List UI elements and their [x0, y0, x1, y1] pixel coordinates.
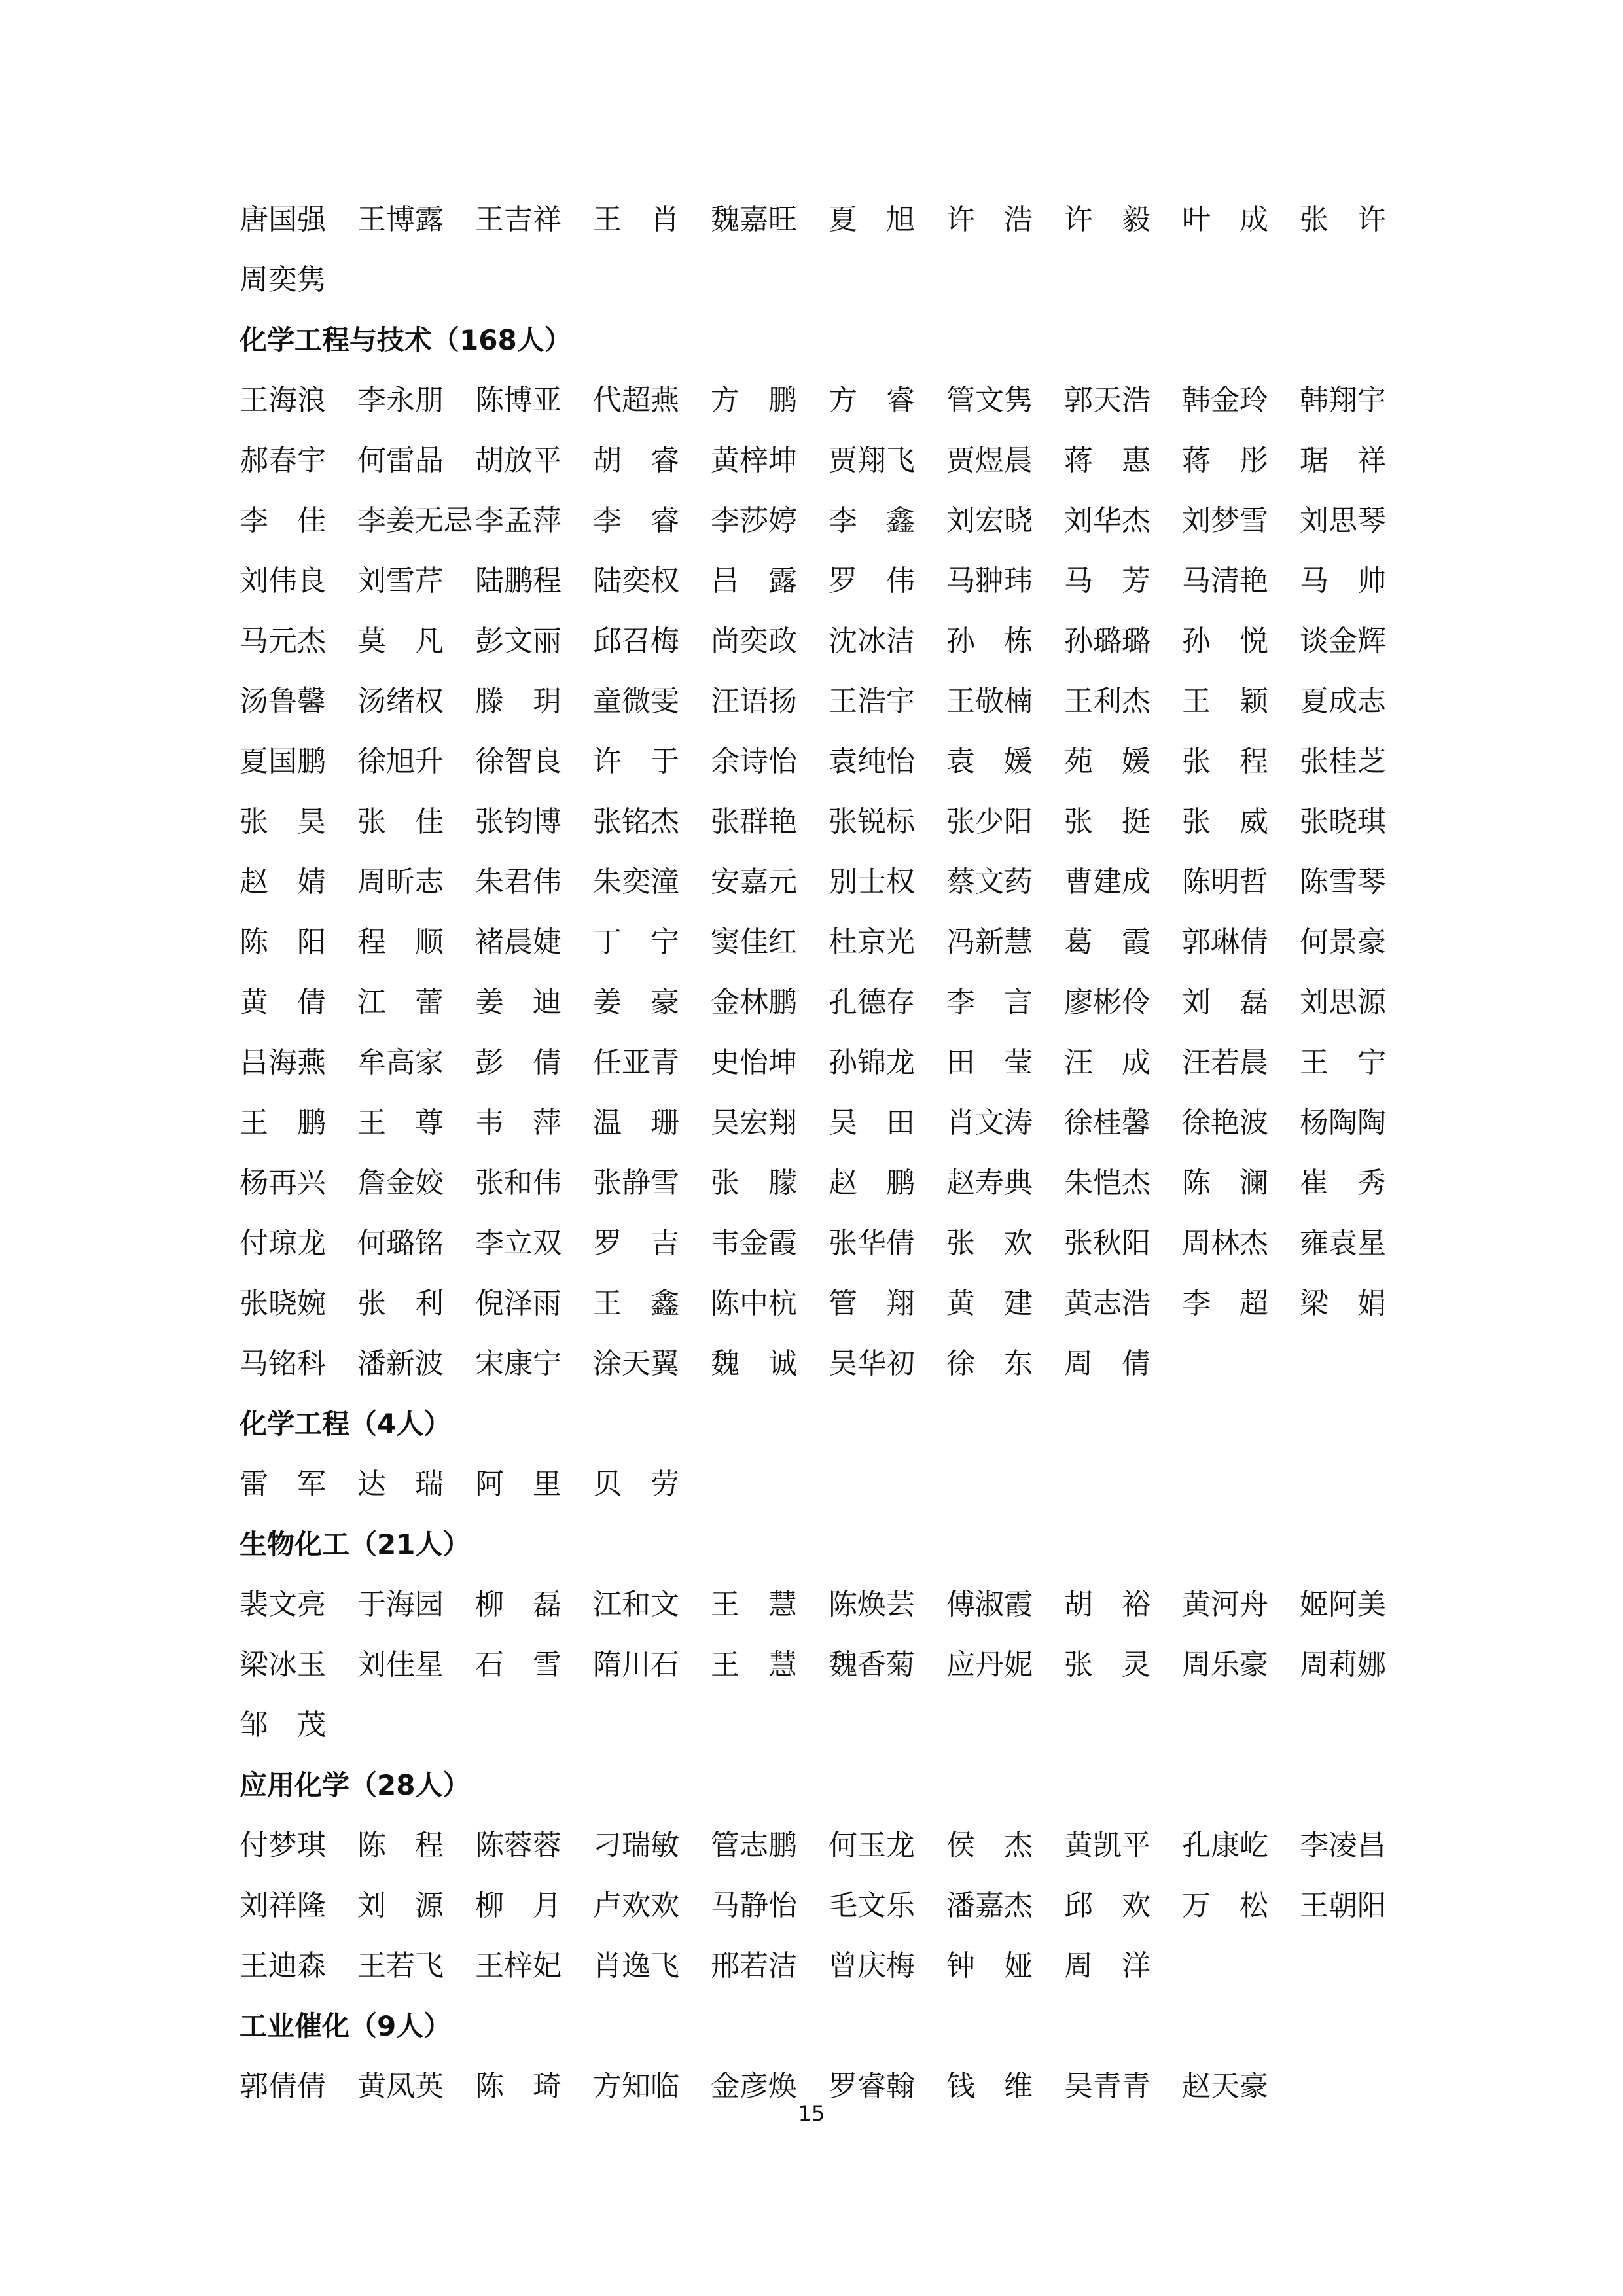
student-name: 王慧: [711, 1588, 826, 1621]
student-name: 钟娅: [946, 1949, 1061, 1982]
student-name: 毛文乐: [829, 1889, 915, 1922]
student-name: 阿里: [475, 1467, 590, 1501]
student-name: 黄志浩: [1064, 1287, 1150, 1320]
student-name: 魏诚: [711, 1347, 826, 1380]
student-name: 张晓婉: [240, 1287, 326, 1320]
student-name: 马翀玮: [946, 564, 1033, 598]
student-name: 吕露: [711, 564, 826, 598]
student-name: 贾煜晨: [946, 444, 1033, 477]
student-name: 黄凤英: [357, 2070, 444, 2103]
student-name: 吴田: [829, 1106, 944, 1139]
student-name: 卢欢欢: [593, 1889, 679, 1922]
student-name: 韦金霞: [711, 1227, 797, 1260]
student-name: 童微雯: [593, 685, 679, 718]
student-name: 徐智良: [475, 745, 562, 778]
student-name: 张和伟: [475, 1166, 562, 1200]
student-name: 安嘉元: [711, 865, 797, 899]
student-name: 王吉祥: [475, 203, 562, 236]
student-name: 张华倩: [829, 1227, 915, 1260]
student-name: 夏成志: [1300, 685, 1386, 718]
student-name: 王浩宇: [829, 685, 915, 718]
student-name: 马静怡: [711, 1889, 797, 1922]
student-name: 杨再兴: [240, 1166, 326, 1200]
student-name: 孙栋: [946, 624, 1061, 658]
document-page: [240, 190, 1418, 2117]
student-name: 褚晨婕: [475, 925, 562, 959]
student-name: 刁瑞敏: [593, 1829, 679, 1862]
name-list: [240, 190, 1418, 310]
student-name: 何景豪: [1300, 925, 1386, 959]
student-name: 黄河舟: [1182, 1588, 1268, 1621]
student-name: 王迪森: [240, 1949, 326, 1982]
student-name: 曾庆梅: [829, 1949, 915, 1982]
student-name: 丁宁: [593, 925, 708, 959]
student-name: 余诗怡: [711, 745, 797, 778]
student-name: 邹茂: [240, 1708, 355, 1742]
student-name: 梁冰玉: [240, 1648, 326, 1681]
student-name: 倪泽雨: [475, 1287, 562, 1320]
student-name: 吴华初: [829, 1347, 915, 1380]
student-name: 刘祥隆: [240, 1889, 326, 1922]
student-name: 徐艳波: [1182, 1106, 1268, 1139]
student-name: 王宁: [1300, 1046, 1415, 1079]
student-name: 滕玥: [475, 685, 590, 718]
student-name: 别士权: [829, 865, 915, 899]
student-name: 李鑫: [829, 504, 944, 537]
student-name: 张程: [1182, 745, 1297, 778]
student-name: 汤绪权: [357, 685, 444, 718]
student-name: 黄凯平: [1064, 1829, 1150, 1862]
student-name: 王肖: [593, 203, 708, 236]
student-name: 赵婧: [240, 865, 355, 899]
student-name: 陈博亚: [475, 384, 562, 417]
student-name: 李永朋: [357, 384, 444, 417]
student-name: 王若飞: [357, 1949, 444, 1982]
student-name: 胡睿: [593, 444, 708, 477]
student-name: 李言: [946, 986, 1061, 1019]
student-name: 廖彬伶: [1064, 986, 1150, 1019]
student-name: 郝春宇: [240, 444, 326, 477]
student-name: 周莉娜: [1300, 1648, 1386, 1681]
student-name: 姜迪: [475, 986, 590, 1019]
student-name: 周洋: [1064, 1949, 1179, 1982]
student-name: 王敬楠: [946, 685, 1033, 718]
student-name: 许毅: [1064, 203, 1179, 236]
name-list: [240, 1454, 1418, 1515]
student-name: 张少阳: [946, 805, 1033, 838]
student-name: 马帅: [1300, 564, 1415, 598]
student-name: 刘源: [357, 1889, 473, 1922]
student-name: 赵鹏: [829, 1166, 944, 1200]
student-name: 罗吉: [593, 1227, 708, 1260]
student-name: 孙悦: [1182, 624, 1297, 658]
student-name: 张灵: [1064, 1648, 1179, 1681]
student-name: 陆奕权: [593, 564, 679, 598]
student-name: 汪成: [1064, 1046, 1179, 1079]
student-name: 周乐豪: [1182, 1648, 1268, 1681]
student-name: 谈金辉: [1300, 624, 1386, 658]
student-name: 肖文涛: [946, 1106, 1033, 1139]
name-list: [240, 1816, 1418, 1996]
student-name: 陈焕芸: [829, 1588, 915, 1621]
student-name: 史怡坤: [711, 1046, 797, 1079]
student-name: 许浩: [946, 203, 1061, 236]
student-name: 朱君伟: [475, 865, 562, 899]
student-name: 于海园: [357, 1588, 444, 1621]
student-name: 王朝阳: [1300, 1889, 1386, 1922]
student-name: 李佳: [240, 504, 355, 537]
section-heading: 化学工程与技术（168人）: [240, 324, 572, 356]
student-name: 王颖: [1182, 685, 1297, 718]
student-name: 蔡文药: [946, 865, 1033, 899]
student-name: 何雷晶: [357, 444, 444, 477]
student-name: 王慧: [711, 1648, 826, 1681]
student-name: 张钧博: [475, 805, 562, 838]
student-name: 方睿: [829, 384, 944, 417]
student-name: 贝劳: [593, 1467, 708, 1501]
student-name: 赵天豪: [1182, 2070, 1268, 2103]
student-name: 郭天浩: [1064, 384, 1150, 417]
student-name: 陈澜: [1182, 1166, 1297, 1200]
student-name: 李睿: [593, 504, 708, 537]
student-name: 达瑞: [357, 1467, 473, 1501]
student-name: 窦佳红: [711, 925, 797, 959]
student-name: 贾翔飞: [829, 444, 915, 477]
student-name: 张秋阳: [1064, 1227, 1150, 1260]
student-name: 王利杰: [1064, 685, 1150, 718]
student-name: 方鹏: [711, 384, 826, 417]
student-name: 王博露: [357, 203, 444, 236]
student-name: 刘宏晓: [946, 504, 1033, 537]
student-name: 曹建成: [1064, 865, 1150, 899]
student-name: 任亚青: [593, 1046, 679, 1079]
student-name: 江蕾: [357, 986, 473, 1019]
student-name: 万松: [1182, 1889, 1297, 1922]
student-name: 马清艳: [1182, 564, 1268, 598]
student-name: 管志鹏: [711, 1829, 797, 1862]
student-name: 张锐标: [829, 805, 915, 838]
student-name: 王海浪: [240, 384, 326, 417]
student-name: 汪若晨: [1182, 1046, 1268, 1079]
student-name: 王鹏: [240, 1106, 355, 1139]
student-name: 朱恺杰: [1064, 1166, 1150, 1200]
student-name: 郭琳倩: [1182, 925, 1268, 959]
student-name: 陈雪琴: [1300, 865, 1386, 899]
student-name: 夏旭: [829, 203, 944, 236]
student-name: 姜豪: [593, 986, 708, 1019]
student-name: 詹金姣: [357, 1166, 444, 1200]
student-name: 周倩: [1064, 1347, 1179, 1380]
student-name: 葛霞: [1064, 925, 1179, 959]
student-name: 李莎婷: [711, 504, 797, 537]
student-name: 金林鹏: [711, 986, 797, 1019]
student-name: 邢若洁: [711, 1949, 797, 1982]
student-name: 肖逸飞: [593, 1949, 679, 1982]
student-name: 梁娟: [1300, 1287, 1415, 1320]
student-name: 邱召梅: [593, 624, 679, 658]
student-name: 应丹妮: [946, 1648, 1033, 1681]
student-name: 周林杰: [1182, 1227, 1268, 1260]
student-name: 江和文: [593, 1588, 679, 1621]
student-name: 周奕隽: [240, 263, 326, 296]
student-name: 温珊: [593, 1106, 708, 1139]
student-name: 沈冰洁: [829, 624, 915, 658]
student-name: 刘梦雪: [1182, 504, 1268, 537]
student-name: 陈阳: [240, 925, 355, 959]
student-name: 陈中杭: [711, 1287, 797, 1320]
student-name: 隋川石: [593, 1648, 679, 1681]
student-name: 宋康宁: [475, 1347, 562, 1380]
student-name: 李凌昌: [1300, 1829, 1386, 1862]
section-heading: 工业催化（9人）: [240, 2010, 452, 2042]
student-name: 徐旭升: [357, 745, 444, 778]
student-name: 裴文亮: [240, 1588, 326, 1621]
student-name: 代超燕: [593, 384, 679, 417]
student-name: 马芳: [1064, 564, 1179, 598]
student-name: 胡放平: [475, 444, 562, 477]
student-name: 傅淑霞: [946, 1588, 1033, 1621]
student-name: 崔秀: [1300, 1166, 1415, 1200]
page-number: 15: [798, 2101, 825, 2126]
student-name: 石雪: [475, 1648, 590, 1681]
student-name: 管翔: [829, 1287, 944, 1320]
student-name: 孙锦龙: [829, 1046, 915, 1079]
student-name: 莫凡: [357, 624, 473, 658]
student-name: 潘嘉杰: [946, 1889, 1033, 1922]
student-name: 金彦焕: [711, 2070, 797, 2103]
student-name: 韩翔宇: [1300, 384, 1386, 417]
student-name: 孔德存: [829, 986, 915, 1019]
student-name: 张利: [357, 1287, 473, 1320]
name-list: [240, 1575, 1418, 1755]
student-name: 张晓琪: [1300, 805, 1386, 838]
student-name: 张昊: [240, 805, 355, 838]
student-name: 程顺: [357, 925, 473, 959]
section-heading: 化学工程（4人）: [240, 1408, 452, 1440]
student-name: 许于: [593, 745, 708, 778]
student-name: 唐国强: [240, 203, 326, 236]
student-name: 赵寿典: [946, 1166, 1033, 1200]
student-name: 刘思琴: [1300, 504, 1386, 537]
student-name: 吴宏翔: [711, 1106, 797, 1139]
student-name: 雷军: [240, 1467, 355, 1501]
name-list: [240, 370, 1418, 1394]
student-name: 彭倩: [475, 1046, 590, 1079]
student-name: 刘佳星: [357, 1648, 444, 1681]
student-name: 王尊: [357, 1106, 473, 1139]
student-name: 刘磊: [1182, 986, 1297, 1019]
student-name: 李立双: [475, 1227, 562, 1260]
student-name: 付琼龙: [240, 1227, 326, 1260]
student-name: 方知临: [593, 2070, 679, 2103]
student-name: 罗伟: [829, 564, 944, 598]
student-name: 魏香菊: [829, 1648, 915, 1681]
student-name: 张佳: [357, 805, 473, 838]
student-name: 周昕志: [357, 865, 444, 899]
student-name: 彭文丽: [475, 624, 562, 658]
student-name: 陈明哲: [1182, 865, 1268, 899]
student-name: 马元杰: [240, 624, 326, 658]
student-name: 杜京光: [829, 925, 915, 959]
student-name: 马铭科: [240, 1347, 326, 1380]
student-name: 李超: [1182, 1287, 1297, 1320]
section-heading: 生物化工（21人）: [240, 1528, 471, 1560]
student-name: 陈琦: [475, 2070, 590, 2103]
student-name: 徐东: [946, 1347, 1061, 1380]
student-name: 韩金玲: [1182, 384, 1268, 417]
student-name: 柳月: [475, 1889, 590, 1922]
student-name: 徐桂馨: [1064, 1106, 1150, 1139]
student-name: 杨陶陶: [1300, 1106, 1386, 1139]
student-name: 孔康屹: [1182, 1829, 1268, 1862]
student-name: 田莹: [946, 1046, 1061, 1079]
student-name: 黄梓坤: [711, 444, 797, 477]
student-name: 李姜无忌: [357, 504, 473, 537]
student-name: 孙璐璐: [1064, 624, 1150, 658]
student-name: 朱奕潼: [593, 865, 679, 899]
student-name: 潘新波: [357, 1347, 444, 1380]
student-name: 付梦琪: [240, 1829, 326, 1862]
student-name: 魏嘉旺: [711, 203, 797, 236]
student-name: 邱欢: [1064, 1889, 1179, 1922]
student-name: 吕海燕: [240, 1046, 326, 1079]
student-name: 陆鹏程: [475, 564, 562, 598]
student-name: 琚祥: [1300, 444, 1415, 477]
student-name: 涂天翼: [593, 1347, 679, 1380]
student-name: 黄建: [946, 1287, 1061, 1320]
student-name: 冯新慧: [946, 925, 1033, 959]
student-name: 吴青青: [1064, 2070, 1150, 2103]
student-name: 王鑫: [593, 1287, 708, 1320]
student-name: 韦萍: [475, 1106, 590, 1139]
student-name: 刘雪芹: [357, 564, 444, 598]
student-name: 张静雪: [593, 1166, 679, 1200]
student-name: 姬阿美: [1300, 1588, 1386, 1621]
student-name: 柳磊: [475, 1588, 590, 1621]
student-name: 王梓妃: [475, 1949, 562, 1982]
student-name: 叶成: [1182, 203, 1297, 236]
student-name: 汪语扬: [711, 685, 797, 718]
student-name: 袁媛: [946, 745, 1061, 778]
student-name: 牟高家: [357, 1046, 444, 1079]
student-name: 陈程: [357, 1829, 473, 1862]
student-name: 蒋惠: [1064, 444, 1179, 477]
student-name: 陈蓉蓉: [475, 1829, 562, 1862]
student-name: 郭倩倩: [240, 2070, 326, 2103]
student-name: 袁纯怡: [829, 745, 915, 778]
student-name: 管文隽: [946, 384, 1033, 417]
student-name: 尚奕政: [711, 624, 797, 658]
student-name: 刘思源: [1300, 986, 1386, 1019]
student-name: 夏国鹏: [240, 745, 326, 778]
student-name: 张挺: [1064, 805, 1179, 838]
student-name: 张欢: [946, 1227, 1061, 1260]
section-heading: 应用化学（28人）: [240, 1769, 471, 1801]
student-name: 刘伟良: [240, 564, 326, 598]
student-name: 张朦: [711, 1166, 826, 1200]
student-name: 刘华杰: [1064, 504, 1150, 537]
student-name: 苑媛: [1064, 745, 1179, 778]
student-name: 张桂芝: [1300, 745, 1386, 778]
student-name: 胡裕: [1064, 1588, 1179, 1621]
student-name: 张铭杰: [593, 805, 679, 838]
student-name: 何璐铭: [357, 1227, 444, 1260]
student-name: 李孟萍: [475, 504, 562, 537]
student-name: 雍袁星: [1300, 1227, 1386, 1260]
student-name: 蒋彤: [1182, 444, 1297, 477]
student-name: 黄倩: [240, 986, 355, 1019]
student-name: 汤鲁馨: [240, 685, 326, 718]
student-name: 何玉龙: [829, 1829, 915, 1862]
student-name: 张许: [1300, 203, 1415, 236]
student-name: 张群艳: [711, 805, 797, 838]
student-name: 侯杰: [946, 1829, 1061, 1862]
student-name: 罗睿翰: [829, 2070, 915, 2103]
student-name: 张威: [1182, 805, 1297, 838]
student-name: 钱维: [946, 2070, 1061, 2103]
